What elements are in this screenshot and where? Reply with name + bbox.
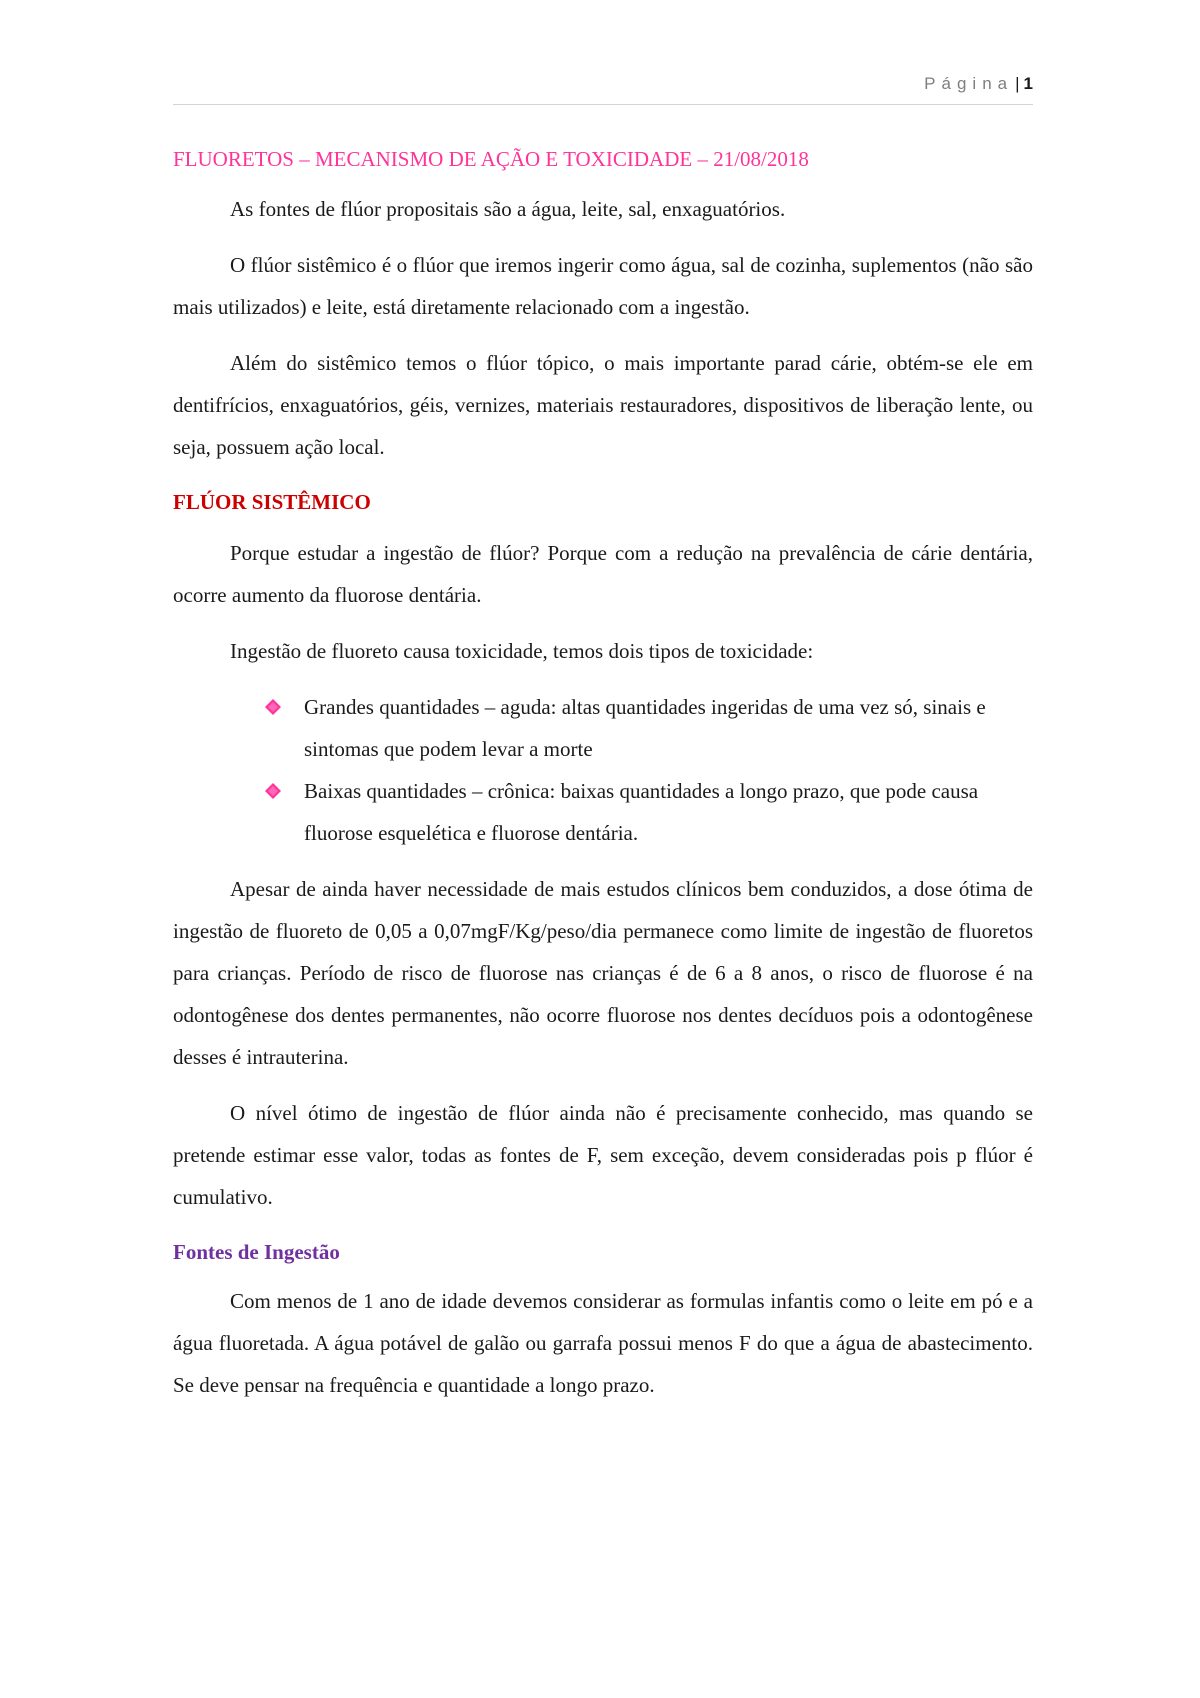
document-title: FLUORETOS – MECANISMO DE AÇÃO E TOXICIDADE – 21/08/2018 (173, 147, 809, 171)
page-label: Página (924, 74, 1014, 93)
paragraph: As fontes de flúor propositais são a água, leite, sal, enxaguatórios. (230, 197, 786, 221)
toxicity-bullet-list (173, 686, 1033, 854)
page-separator: | (1015, 74, 1020, 93)
page-header (173, 74, 1033, 105)
paragraph: Ingestão de fluoreto causa toxicidade, temos dois tipos de toxicidade: (230, 639, 814, 663)
list-item (304, 770, 1033, 854)
section-heading-fluor-sistemico: FLÚOR SISTÊMICO (173, 490, 371, 514)
list-item-text: Grandes quantidades – aguda: altas quantidades ingeridas de uma vez só, sinais e sintomas que podem levar a morte (304, 695, 986, 761)
paragraph: Com menos de 1 ano de idade devemos considerar as formulas infantis como o leite em pó e a água fluoretada. A água potável de galão ou garrafa possui menos F do que a água de abastecimento. Se deve pensar na frequência e quantidade a longo prazo. (173, 1289, 1033, 1397)
page-number: 1 (1023, 74, 1033, 93)
diamond-bullet-icon (264, 782, 282, 800)
paragraph: Apesar de ainda haver necessidade de mais estudos clínicos bem conduzidos, a dose ótima de ingestão de fluoreto de 0,05 a 0,07mgF/Kg/peso/dia permanece como limite de ingestão de fluoretos para crianças. Período de risco de fluorose nas crianças é de 6 a 8 anos, o risco de fluorose é na odontogênese dos dentes permanentes, não ocorre fluorose nos dentes decíduos pois a odontogênese desses é intrauterina. (173, 877, 1033, 1069)
list-item (304, 686, 1033, 770)
paragraph: Porque estudar a ingestão de flúor? Porque com a redução na prevalência de cárie dentária, ocorre aumento da fluorose dentária. (173, 541, 1033, 607)
list-item-text: Baixas quantidades – crônica: baixas quantidades a longo prazo, que pode causa fluorose esquelética e fluorose dentária. (304, 779, 979, 845)
section-heading-fontes-de-ingestao: Fontes de Ingestão (173, 1240, 340, 1264)
paragraph: O nível ótimo de ingestão de flúor ainda não é precisamente conhecido, mas quando se pretende estimar esse valor, todas as fontes de F, sem exceção, devem consideradas pois p flúor é cumulativo. (173, 1101, 1033, 1209)
paragraph: O flúor sistêmico é o flúor que iremos ingerir como água, sal de cozinha, suplementos (não são mais utilizados) e leite, está diretamente relacionado com a ingestão. (173, 253, 1033, 319)
paragraph: Além do sistêmico temos o flúor tópico, o mais importante parad cárie, obtém-se ele em dentifrícios, enxaguatórios, géis, vernizes, materiais restauradores, dispositivos de liberação lente, ou seja, possuem ação local. (173, 351, 1033, 459)
diamond-bullet-icon (264, 698, 282, 716)
document-body (173, 142, 1033, 1420)
